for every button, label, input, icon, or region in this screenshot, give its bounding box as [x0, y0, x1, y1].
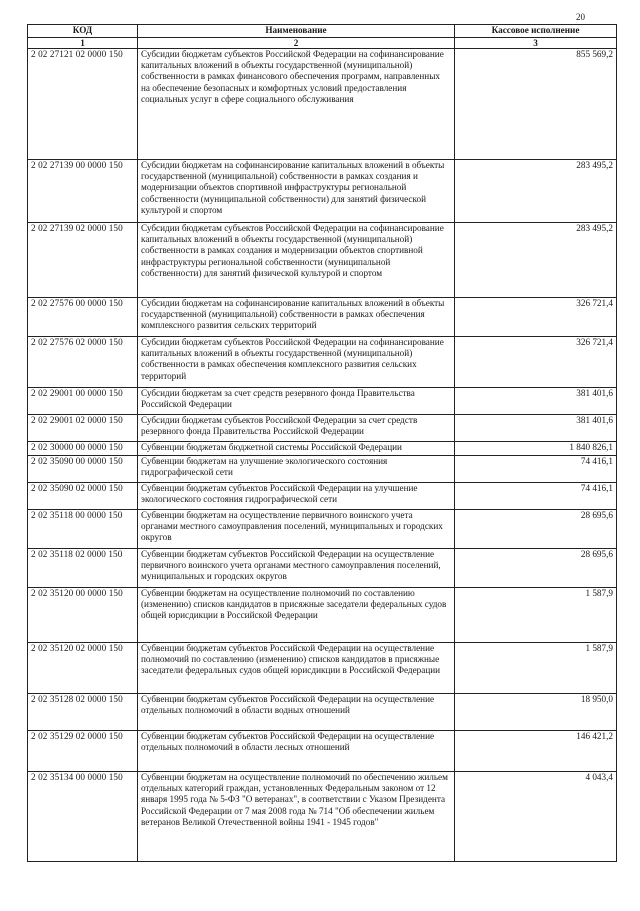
row-name: Субвенции бюджетам на осуществление полномочий по обеспечению жильем отдельных категорий граждан, установленных Федеральным законом от 12 января 1995 года № 5-ФЗ "О ветеранах", в соответствии с Указом Президента Российской Федерации от 7 мая 2008 года № 714 "Об обеспечении жильем ветеранов Великой Отечественной войны 1941 - 1945 годов" — [138, 772, 455, 862]
table-row — [28, 483, 617, 510]
row-code: 2 02 35134 00 0000 150 — [28, 772, 138, 862]
table-row — [28, 388, 617, 415]
row-code: 2 02 35120 00 0000 150 — [28, 588, 138, 643]
row-name: Субсидии бюджетам субъектов Российской Федерации на софинансирование капитальных вложений в объекты государственной (муниципальной) собственности в рамках обеспечения комплексного развития сельских территорий — [138, 337, 455, 388]
row-code: 2 02 35120 02 0000 150 — [28, 643, 138, 694]
row-name: Субвенции бюджетам на осуществление полномочий по составлению (изменению) списков кандидатов в присяжные заседатели федеральных судов общей юрисдикции в Российской Федерации — [138, 588, 455, 643]
row-code: 2 02 35118 02 0000 150 — [28, 549, 138, 588]
column-number-3: 3 — [455, 38, 617, 49]
row-amount: 326 721,4 — [455, 298, 617, 337]
table-row — [28, 588, 617, 643]
header-name: Наименование — [138, 25, 455, 38]
table-row — [28, 772, 617, 862]
row-code: 2 02 29001 00 0000 150 — [28, 388, 138, 415]
row-code: 2 02 30000 00 0000 150 — [28, 442, 138, 456]
row-amount: 326 721,4 — [455, 337, 617, 388]
table-row — [28, 415, 617, 442]
row-name: Субсидии бюджетам субъектов Российской Федерации на софинансирование капитальных вложений в объекты государственной (муниципальной) собственности в рамках создания и модернизации объектов спортивной инфраструктуры региональной собственности (муниципальной собственности) для занятий физической культурой и спортом — [138, 223, 455, 298]
row-code: 2 02 27576 00 0000 150 — [28, 298, 138, 337]
row-code: 2 02 27139 00 0000 150 — [28, 160, 138, 223]
table-row — [28, 510, 617, 549]
row-name: Субвенции бюджетам на осуществление первичного воинского учета органами местного самоуправления поселений, муниципальных и городских округов — [138, 510, 455, 549]
table-row — [28, 49, 617, 160]
row-name: Субвенции бюджетам субъектов Российской Федерации на осуществление отдельных полномочий в области лесных отношений — [138, 731, 455, 772]
row-name: Субсидии бюджетам на софинансирование капитальных вложений в объекты государственной (муниципальной) собственности в рамках создания и модернизации объектов спортивной инфраструктуры региональной собственности (муниципальной собственности) для занятий физической культурой и спортом — [138, 160, 455, 223]
row-amount: 28 695,6 — [455, 549, 617, 588]
row-amount: 4 043,4 — [455, 772, 617, 862]
table-row — [28, 456, 617, 483]
row-code: 2 02 27121 02 0000 150 — [28, 49, 138, 160]
table-row — [28, 298, 617, 337]
row-code: 2 02 35118 00 0000 150 — [28, 510, 138, 549]
table-row — [28, 549, 617, 588]
row-amount: 74 416,1 — [455, 456, 617, 483]
row-code: 2 02 35090 02 0000 150 — [28, 483, 138, 510]
column-number-1: 1 — [28, 38, 138, 49]
row-amount: 381 401,6 — [455, 388, 617, 415]
row-amount: 1 840 826,1 — [455, 442, 617, 456]
row-code: 2 02 27576 02 0000 150 — [28, 337, 138, 388]
table-row — [28, 337, 617, 388]
table-row — [28, 731, 617, 772]
header-amount: Кассовое исполнение — [455, 25, 617, 38]
row-amount: 1 587,9 — [455, 643, 617, 694]
row-amount: 283 495,2 — [455, 223, 617, 298]
row-name: Субсидии бюджетам субъектов Российской Федерации на софинансирование капитальных вложений в объекты государственной (муниципальной) собственности в рамках финансового обеспечения программ, направленных на обеспечение безопасных и комфортных условий предоставления социальных услуг в сфере социального обслуживания — [138, 49, 455, 160]
row-amount: 146 421,2 — [455, 731, 617, 772]
column-number-2: 2 — [138, 38, 455, 49]
row-name: Субсидии бюджетам субъектов Российской Федерации за счет средств резервного фонда Правительства Российской Федерации — [138, 415, 455, 442]
row-code: 2 02 35128 02 0000 150 — [28, 694, 138, 731]
row-name: Субвенции бюджетам субъектов Российской Федерации на осуществление первичного воинского учета органами местного самоуправления поселений, муниципальных и городских округов — [138, 549, 455, 588]
row-name: Субвенции бюджетам субъектов Российской Федерации на осуществление полномочий по составлению (изменению) списков кандидатов в присяжные заседатели федеральных судов общей юрисдикции в Российской Федерации — [138, 643, 455, 694]
column-number-row — [28, 38, 617, 49]
row-amount: 18 950,0 — [455, 694, 617, 731]
row-amount: 74 416,1 — [455, 483, 617, 510]
row-amount: 381 401,6 — [455, 415, 617, 442]
table-row — [28, 223, 617, 298]
row-code: 2 02 35129 02 0000 150 — [28, 731, 138, 772]
row-code: 2 02 27139 02 0000 150 — [28, 223, 138, 298]
table-header-row — [28, 25, 617, 38]
row-name: Субсидии бюджетам за счет средств резервного фонда Правительства Российской Федерации — [138, 388, 455, 415]
row-name: Субвенции бюджетам субъектов Российской Федерации на осуществление отдельных полномочий в области водных отношений — [138, 694, 455, 731]
row-name: Субвенции бюджетам субъектов Российской Федерации на улучшение экологического состояния гидрографической сети — [138, 483, 455, 510]
table-row — [28, 160, 617, 223]
row-code: 2 02 29001 02 0000 150 — [28, 415, 138, 442]
page-number: 20 — [576, 12, 585, 22]
row-name: Субвенции бюджетам бюджетной системы Российской Федерации — [138, 442, 455, 456]
header-code: КОД — [28, 25, 138, 38]
budget-table — [27, 24, 617, 862]
row-amount: 283 495,2 — [455, 160, 617, 223]
row-amount: 1 587,9 — [455, 588, 617, 643]
row-amount: 28 695,6 — [455, 510, 617, 549]
table-row — [28, 643, 617, 694]
row-code: 2 02 35090 00 0000 150 — [28, 456, 138, 483]
table-row — [28, 694, 617, 731]
row-name: Субвенции бюджетам на улучшение экологического состояния гидрографической сети — [138, 456, 455, 483]
row-amount: 855 569,2 — [455, 49, 617, 160]
row-name: Субсидии бюджетам на софинансирование капитальных вложений в объекты государственной (муниципальной) собственности в рамках обеспечения комплексного развития сельских территорий — [138, 298, 455, 337]
table-row — [28, 442, 617, 456]
